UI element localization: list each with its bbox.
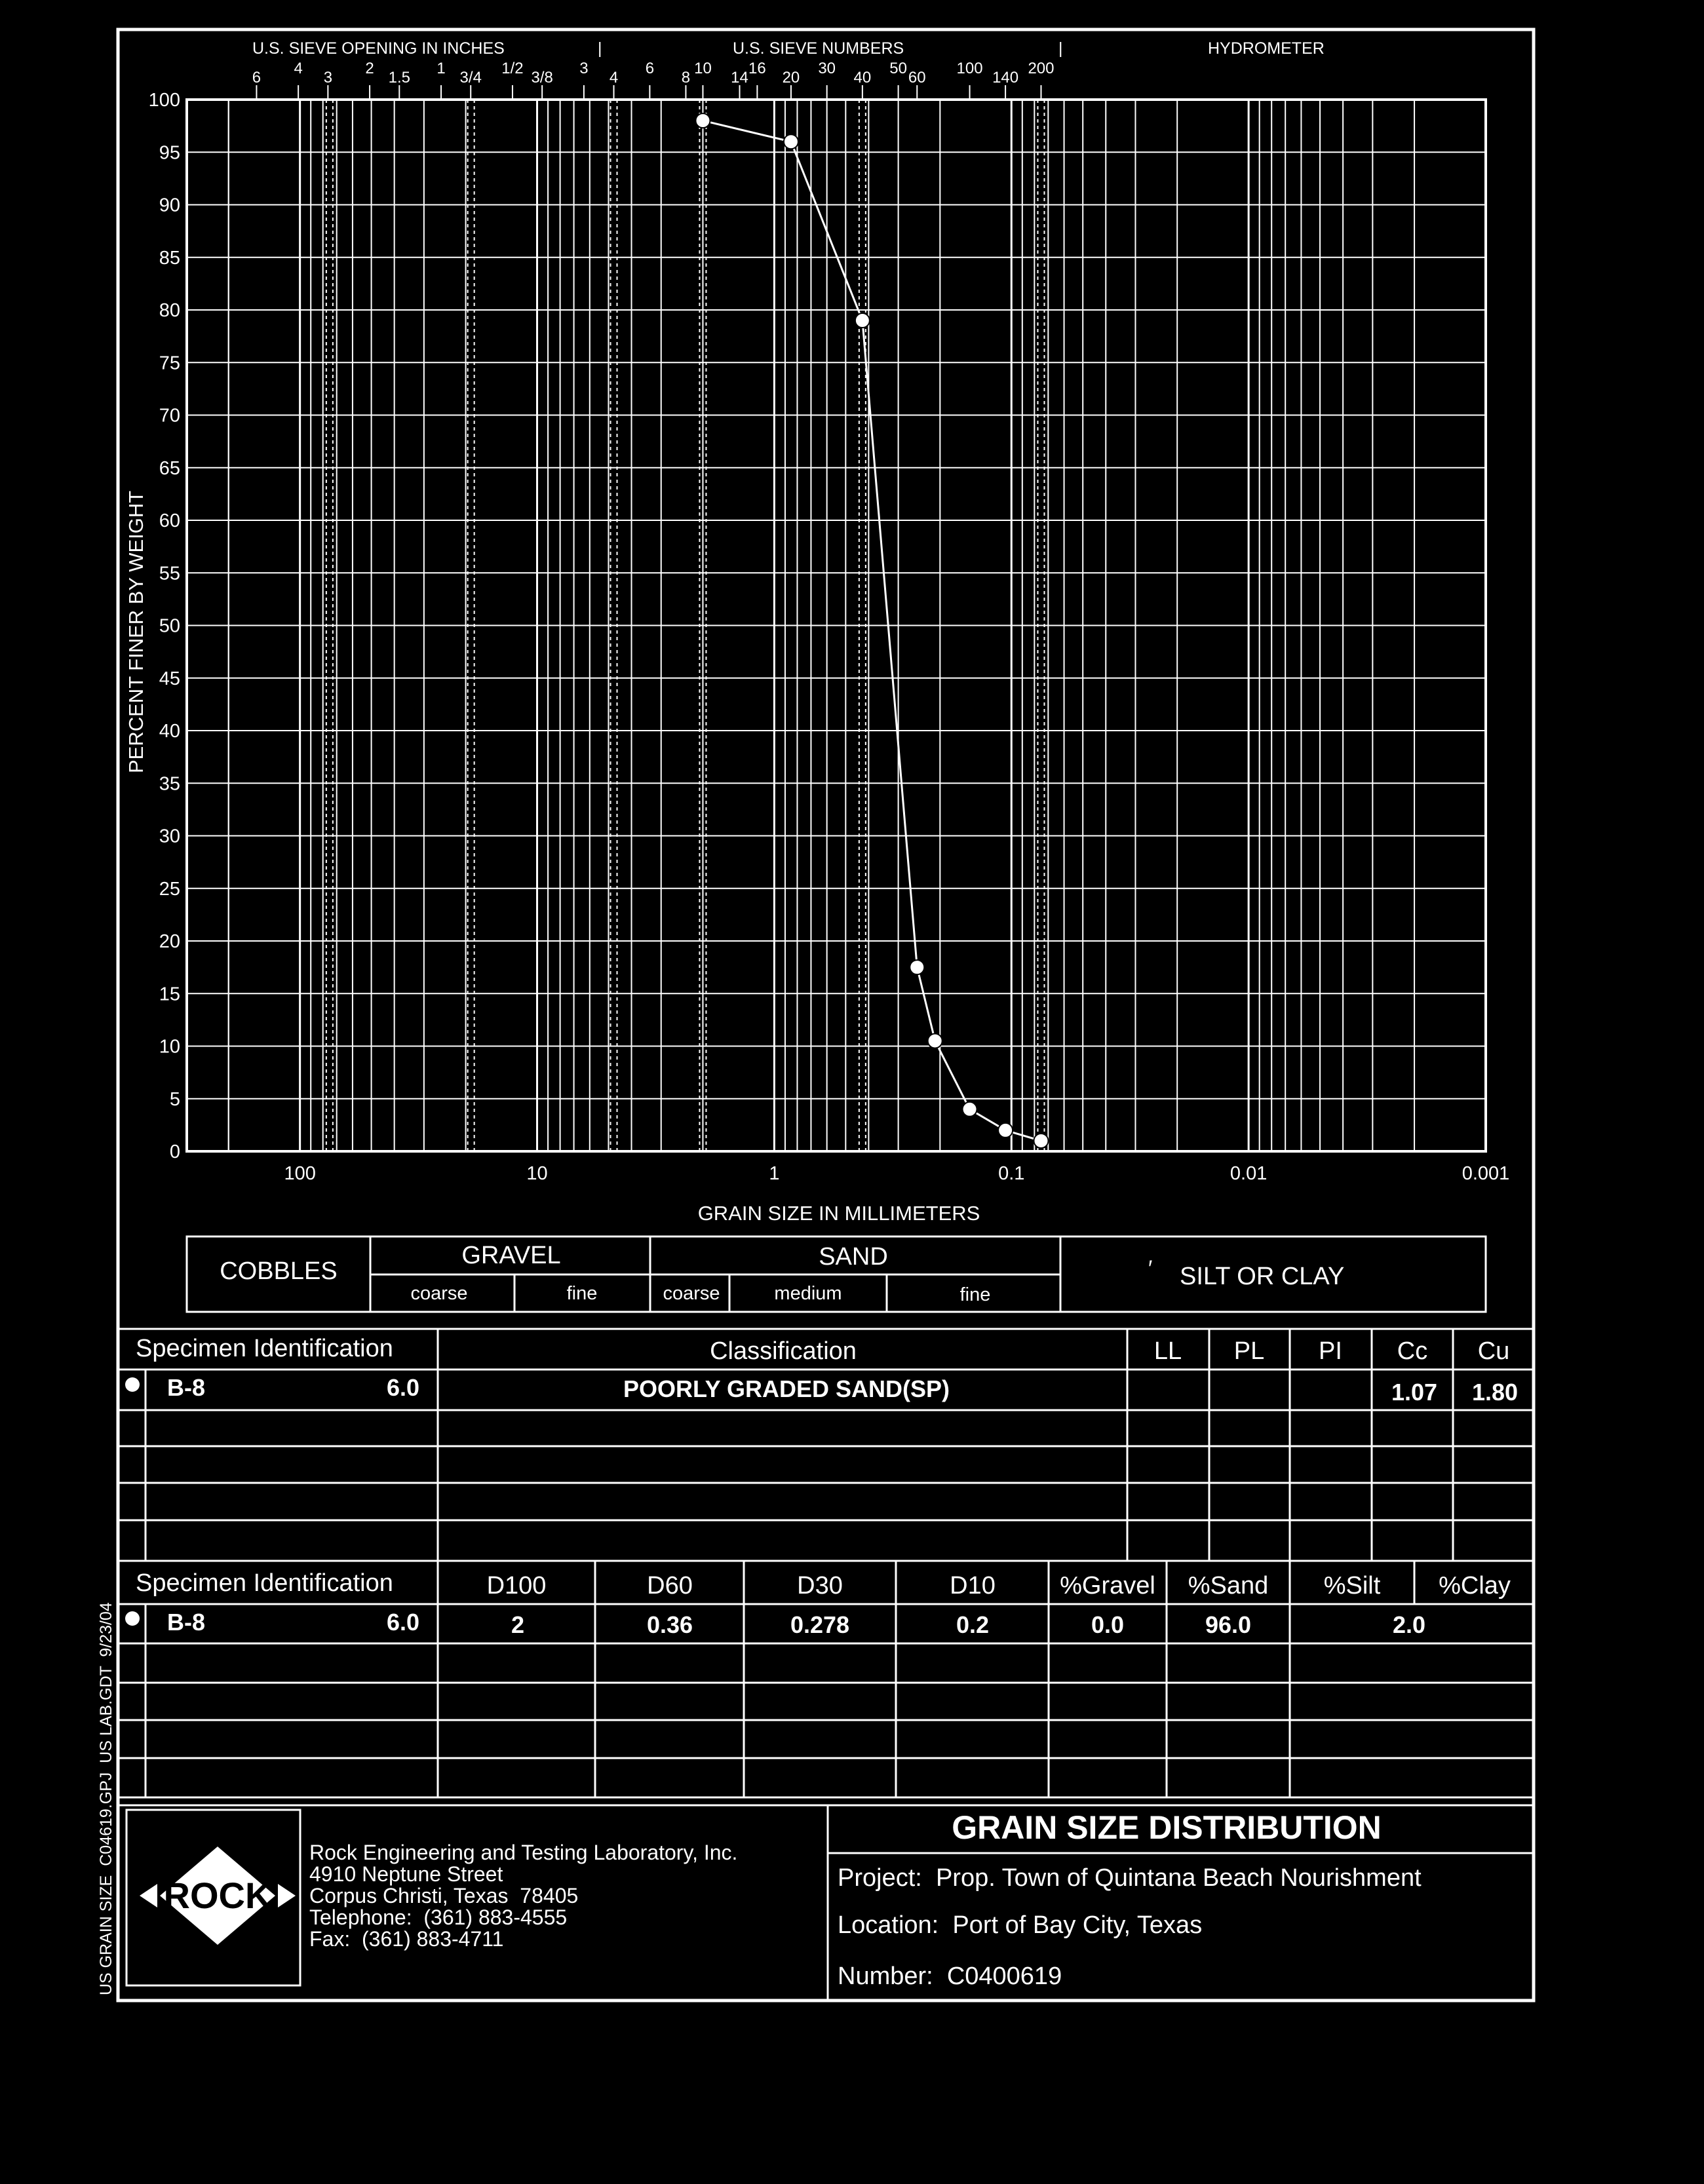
sieve-tick-label: 10 [694,60,712,77]
y-tick-labels [149,90,180,1162]
location-line: Location: Port of Bay City, Texas [838,1911,1203,1939]
company-fax: Fax: (361) 883-4711 [309,1927,504,1951]
sieve-numbers-label: U.S. SIEVE NUMBERS [733,39,904,58]
y-tick-label: 95 [159,142,180,164]
sieve-tick-label: 140 [992,69,1019,86]
t2-row-d100: 2 [511,1611,525,1638]
sieve-tick-label: 20 [782,69,800,86]
t1-row-classification: POORLY GRADED SAND(SP) [623,1375,950,1402]
x-tick-labels [284,1163,1509,1184]
t1-header-cc: Cc [1397,1337,1428,1365]
y-tick-label: 100 [148,90,180,111]
t2-row-d10: 0.2 [956,1611,990,1638]
y-tick-label: 35 [159,773,180,795]
side-note: US GRAIN SIZE C04619.GPJ US LAB.GDT 9/23/04 [97,1602,115,1995]
t2-row-d30: 0.278 [790,1611,850,1638]
t1-header-classification: Classification [710,1337,857,1365]
t1-header-pi: PI [1319,1337,1342,1365]
y-tick-label: 70 [159,405,180,427]
y-tick-label: 60 [159,510,180,531]
y-tick-label: 75 [159,353,180,374]
sieve-tick-label: 14 [731,69,748,86]
number-line: Number: C0400619 [838,1963,1062,1990]
company-logo [140,1847,296,1945]
t2-header-gravel: %Gravel [1060,1572,1155,1600]
y-tick-label: 30 [159,826,180,847]
outer-frame [118,29,1534,2001]
x-tick-label: 0.001 [1462,1163,1510,1184]
band-sand: SAND [819,1243,888,1271]
y-tick-label: 65 [159,457,180,479]
t1-row-depth: 6.0 [386,1374,419,1401]
band-sand-fine: fine [959,1284,991,1305]
t2-row-d60: 0.36 [646,1611,693,1638]
sieve-tick-label: 3/4 [459,69,482,86]
hydrometer-label: HYDROMETER [1208,39,1325,58]
data-point [695,113,710,128]
sieve-tick-label: 4 [294,60,303,77]
y-tick-label: 50 [159,615,180,637]
data-point [928,1033,942,1048]
sieve-tick-label: 3 [579,60,589,77]
t2-header-specimen: Specimen Identification [136,1569,393,1597]
sieve-tick-label: 30 [818,60,836,77]
t1-header-ll: LL [1153,1337,1182,1365]
sieve-tick-label: 3/8 [531,69,553,86]
sieve-tick-label: 1 [436,60,446,77]
y-tick-label: 55 [159,563,180,584]
band-gravel: GRAVEL [461,1242,561,1269]
sieve-tick-label: 8 [681,69,691,86]
y-tick-label: 25 [159,878,180,900]
y-tick-label: 5 [169,1088,180,1110]
t1-header-cu: Cu [1477,1337,1510,1365]
report-title: GRAIN SIZE DISTRIBUTION [952,1809,1382,1846]
t2-row-marker [125,1611,140,1626]
data-points [695,113,1048,1148]
t2-header-clay: %Clay [1439,1572,1511,1600]
t1-header-pl: PL [1233,1337,1265,1365]
data-point [855,313,870,328]
x-tick-label: 1 [769,1163,780,1184]
sieve-tick-label: 1.5 [388,69,410,86]
y-tick-label: 85 [159,247,180,269]
y-tick-label: 15 [159,984,180,1005]
t1-row-cu: 1.80 [1471,1379,1519,1406]
company-name: Rock Engineering and Testing Laboratory, Inc. [309,1841,738,1864]
t2-header-d10: D10 [950,1572,996,1600]
t2-header-silt: %Silt [1323,1572,1381,1600]
sieve-tick-label: 60 [908,69,926,86]
t2-header-d100: D100 [486,1572,547,1600]
y-tick-label: 20 [159,931,180,952]
logo-text: ROCK [163,1875,272,1916]
company-city: Corpus Christi, Texas 78405 [309,1884,579,1907]
header-sep-1: | [598,39,602,58]
band-sand-coarse: coarse [663,1283,720,1304]
t1-header-specimen: Specimen Identification [136,1335,393,1362]
sieve-tick-label: 200 [1028,60,1055,77]
data-point [998,1123,1013,1138]
t1-row-marker [125,1377,140,1392]
sieve-tick-label: 16 [748,60,766,77]
t2-row-id: B-8 [167,1609,206,1636]
company-street: 4910 Neptune Street [309,1862,503,1886]
x-tick-label: 100 [284,1163,316,1184]
gradation-curve [703,121,1041,1141]
sieve-ticks [252,60,1055,100]
sieve-inches-label: U.S. SIEVE OPENING IN INCHES [252,39,505,58]
y-tick-label: 90 [159,195,180,216]
y-tick-label: 80 [159,300,180,321]
sieve-tick-label: 3 [323,69,333,86]
data-point [963,1102,977,1117]
t1-row-cc: 1.07 [1391,1379,1438,1406]
t2-row-gravel: 0.0 [1091,1611,1125,1638]
y-tick-label: 45 [159,668,180,689]
y-tick-label: 0 [169,1141,180,1162]
t2-header-d60: D60 [647,1572,693,1600]
y-tick-label: 10 [159,1036,180,1058]
sieve-tick-label: 40 [853,69,872,86]
sieve-tick-label: 6 [252,69,261,86]
band-gravel-fine: fine [566,1283,598,1304]
t2-header-d30: D30 [797,1572,843,1600]
x-tick-label: 0.01 [1230,1163,1268,1184]
band-gravel-coarse: coarse [410,1283,468,1304]
band-silt-clay: SILT OR CLAY [1180,1263,1345,1290]
project-line: Project: Prop. Town of Quintana Beach Nourishment [838,1864,1422,1892]
header-sep-2: | [1058,39,1063,58]
x-axis-label: GRAIN SIZE IN MILLIMETERS [697,1202,980,1225]
t2-row-silt-clay: 2.0 [1392,1611,1426,1638]
t2-header-sand: %Sand [1188,1572,1269,1600]
y-tick-label: 40 [159,721,180,742]
band-silt-mark: ′ [1148,1256,1153,1281]
sieve-tick-label: 50 [889,60,907,77]
t1-row-id: B-8 [167,1374,206,1401]
x-tick-label: 0.1 [998,1163,1025,1184]
y-axis-label: PERCENT FINER BY WEIGHT [125,490,147,773]
data-point [784,134,798,149]
sieve-tick-label: 2 [365,60,374,77]
data-point [1034,1134,1048,1148]
band-cobbles: COBBLES [220,1257,338,1285]
sieve-tick-label: 4 [609,69,619,86]
t2-row-depth: 6.0 [386,1609,419,1636]
t2-row-sand: 96.0 [1205,1611,1252,1638]
data-point [910,960,924,974]
sieve-tick-label: 6 [645,60,655,77]
band-sand-medium: medium [774,1283,842,1304]
company-telephone: Telephone: (361) 883-4555 [309,1906,568,1929]
sieve-tick-label: 100 [956,60,983,77]
x-tick-label: 10 [526,1163,548,1184]
sieve-tick-label: 1/2 [501,60,524,77]
